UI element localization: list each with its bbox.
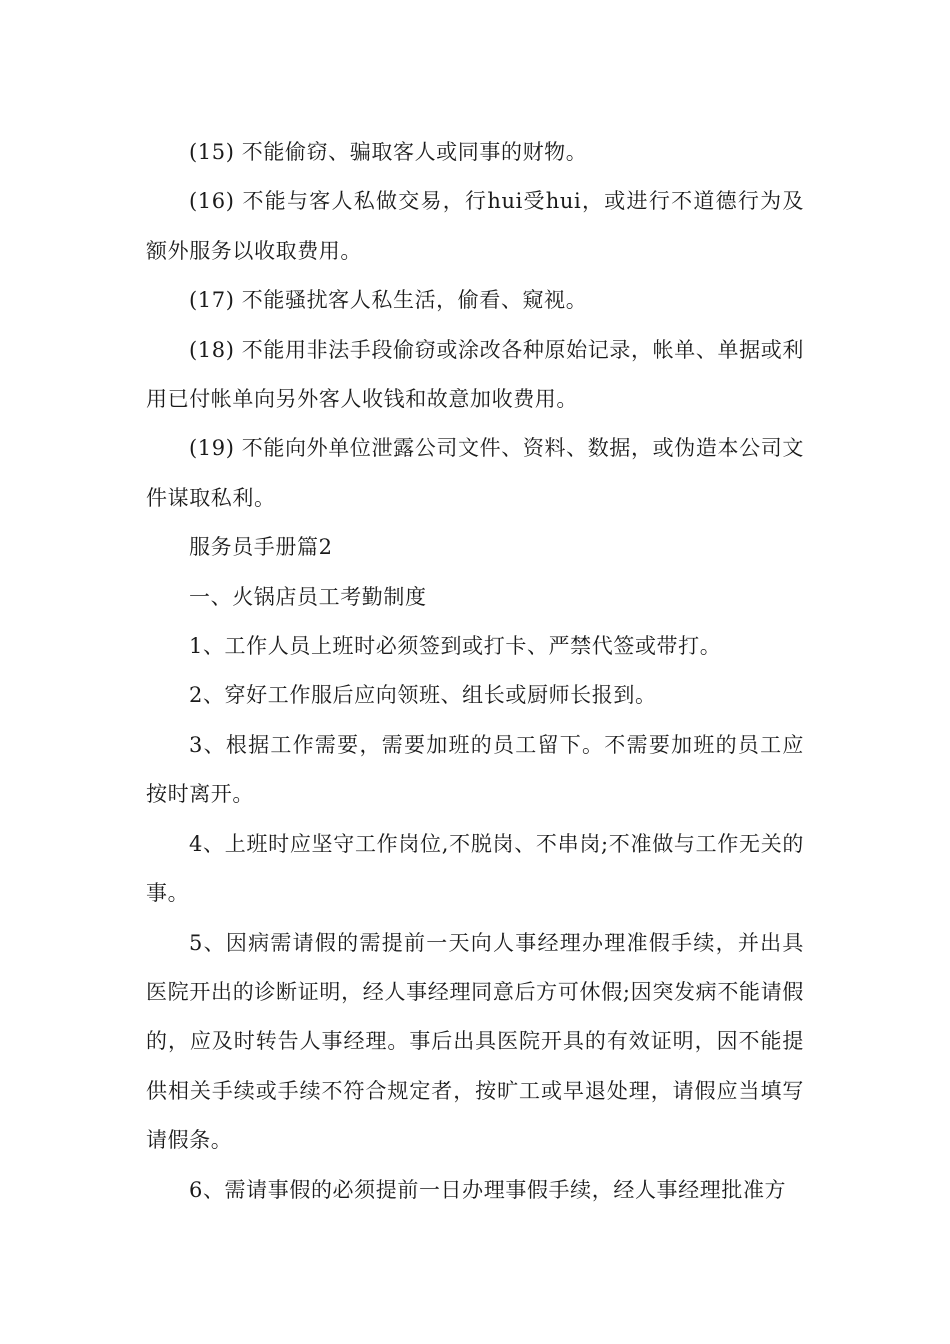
paragraph-item-6: 6、需请事假的必须提前一日办理事假手续，经人事经理批准方 (189, 1177, 787, 1202)
paragraph-item-2: 2、穿好工作服后应向领班、组长或厨师长报到。 (189, 683, 657, 708)
paragraph-item-4: 4、上班时应坚守工作岗位,不脱岗、不串岗;不准做与工作无关的事。 (146, 831, 804, 906)
section-heading: 服务员手册篇2 (189, 535, 333, 560)
paragraph-item-1: 1、工作人员上班时必须签到或打卡、严禁代签或带打。 (189, 634, 722, 659)
paragraph-rule-18: (18) 不能用非法手段偷窃或涂改各种原始记录，帐单、单据或利用已付帐单向另外客人收钱和故意加收费用。 (146, 337, 804, 412)
document-body (146, 128, 804, 1215)
paragraph-rule-19: (19) 不能向外单位泄露公司文件、资料、数据，或伪造本公司文件谋取私利。 (146, 436, 804, 510)
paragraph-item-5: 5、因病需请假的需提前一天向人事经理办理准假手续，并出具医院开出的诊断证明，经人事经理同意后方可休假;因突发病不能请假的，应及时转告人事经理。事后出具医院开具的有效证明，因不能提供相关手续或手续不符合规定者，按旷工或早退处理，请假应当填写请假条。 (146, 930, 804, 1153)
paragraph-rule-17: (17) 不能骚扰客人私生活，偷看、窥视。 (189, 288, 588, 313)
paragraph-rule-16: (16) 不能与客人私做交易，行hui受hui，或进行不道德行为及额外服务以收取费用。 (146, 189, 804, 263)
paragraph-item-3: 3、根据工作需要，需要加班的员工留下。不需要加班的员工应按时离开。 (146, 732, 804, 807)
subsection-heading: 一、火锅店员工考勤制度 (189, 584, 427, 609)
paragraph-rule-15: (15) 不能偷窃、骗取客人或同事的财物。 (189, 140, 588, 164)
